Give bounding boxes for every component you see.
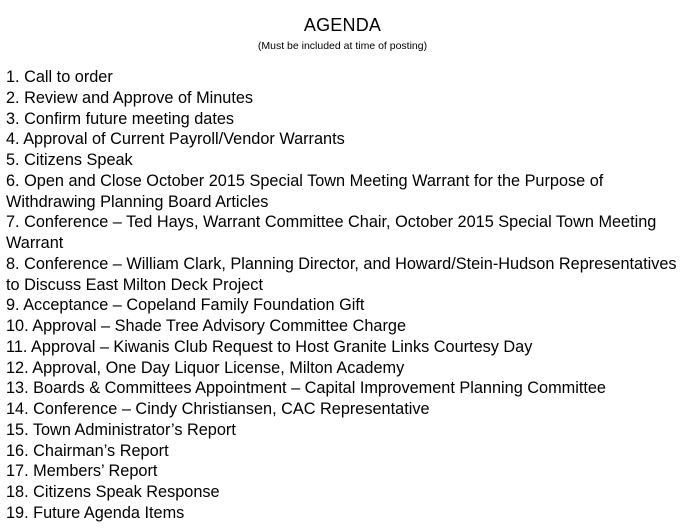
agenda-item: 10. Approval – Shade Tree Advisory Committee Charge [6,317,407,335]
agenda-list [6,67,682,524]
agenda-item: 12. Approval, One Day Liquor License, Milton Academy [6,358,405,377]
agenda-item: 1. Call to order [6,68,113,86]
page-title: AGENDA [303,15,382,35]
agenda-item: 4. Approval of Current Payroll/Vendor Warrants [6,130,345,149]
agenda-item: 8. Conference – William Clark, Planning Director, and Howard/Stein-Hudson Representatives to Discuss East Milton Deck Project [6,254,677,294]
agenda-item: 5. Citizens Speak [6,151,133,169]
agenda-item: 9. Acceptance – Copeland Family Foundation Gift [6,296,365,315]
agenda-item: 3. Confirm future meeting dates [6,109,235,128]
agenda-item: 13. Boards & Committees Appointment – Capital Improvement Planning Committee [6,379,606,398]
page-subtitle: (Must be included at time of posting) [257,40,428,52]
agenda-item: 19. Future Agenda Items [6,503,185,522]
agenda-item: 7. Conference – Ted Hays, Warrant Committee Chair, October 2015 Special Town Meeting Warrant [6,213,657,252]
agenda-item: 18. Citizens Speak Response [6,483,220,501]
agenda-item: 17. Members’ Report [6,462,158,481]
agenda-item: 16. Chairman’s Report [6,441,169,460]
agenda-item: 6. Open and Close October 2015 Special Town Meeting Warrant for the Purpose of Withdrawing Planning Board Articles [6,171,604,211]
agenda-item: 14. Conference – Cindy Christiansen, CAC Representative [6,400,430,418]
agenda-item: 15. Town Administrator’s Report [6,420,236,439]
agenda-item: 11. Approval – Kiwanis Club Request to Host Granite Links Courtesy Day [6,337,533,356]
agenda-item: 2. Review and Approve of Minutes [6,88,254,107]
